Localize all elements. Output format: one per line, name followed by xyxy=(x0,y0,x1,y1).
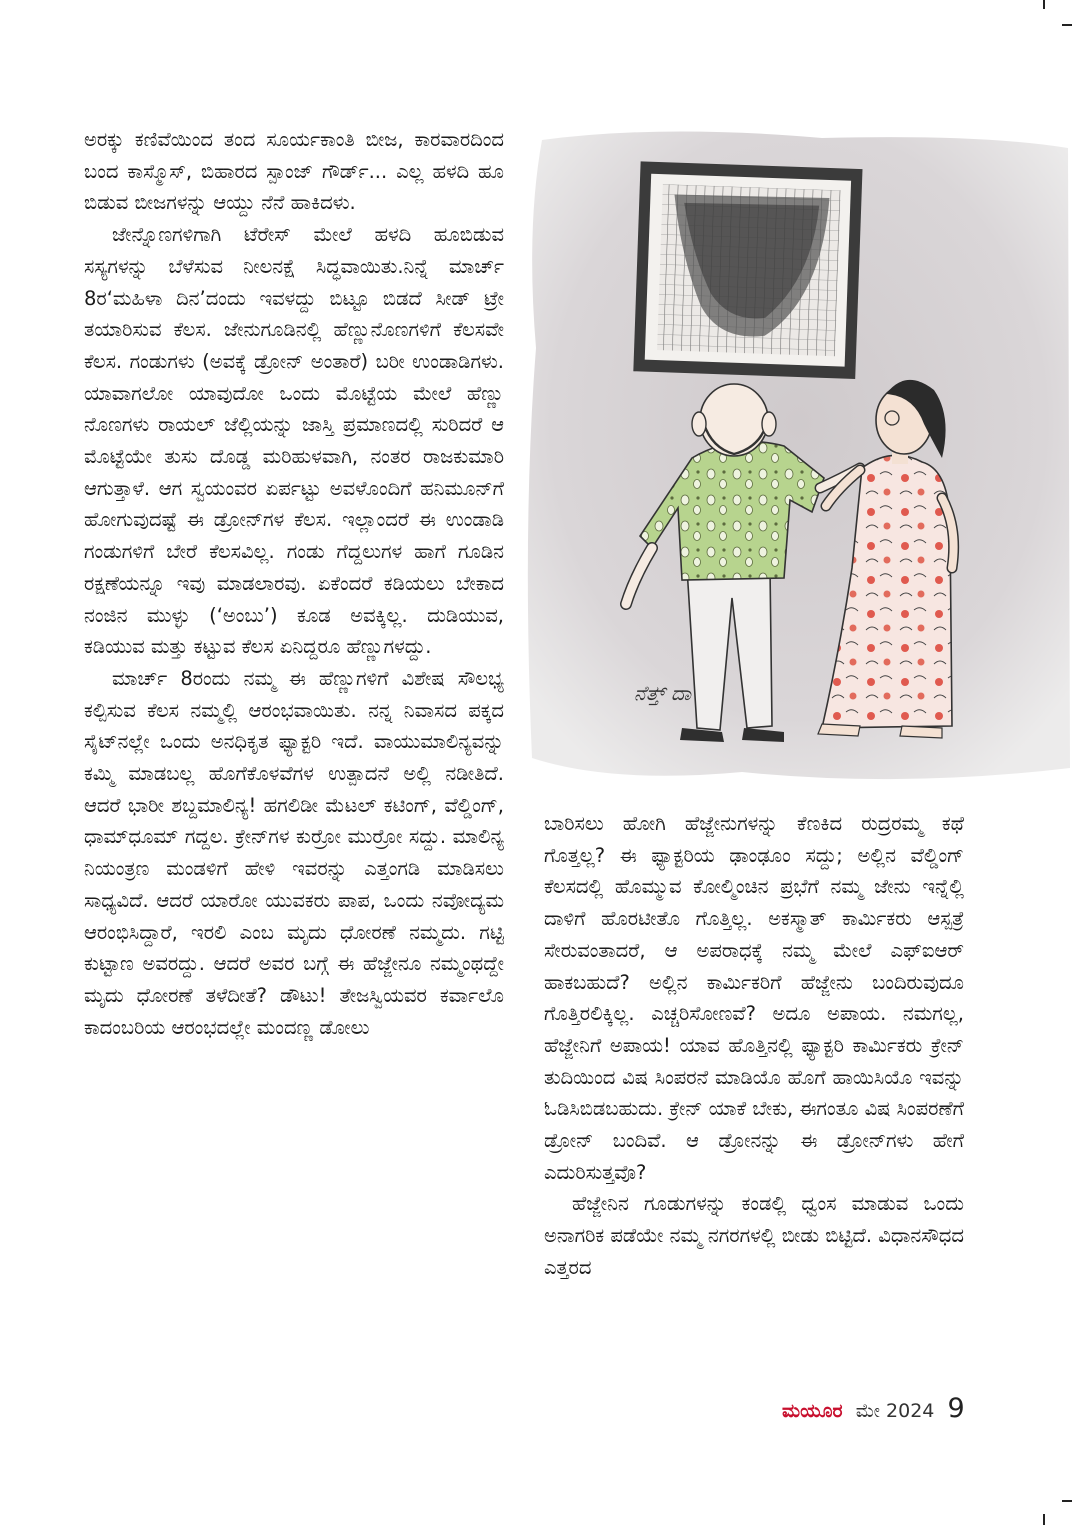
crop-mark-top-right xyxy=(1043,0,1045,9)
cartoon-illustration xyxy=(522,128,1070,780)
body-paragraph: ಹೆಜ್ಜೇನಿನ ಗೂಡುಗಳನ್ನು ಕಂಡಲ್ಲಿ ಧ್ವಂಸ ಮಾಡುವ ಒಂದು ಅನಾಗರಿಕ ಪಡೆಯೇ ನಮ್ಮ ನಗರಗಳಲ್ಲಿ ಬೀಡು ಬಿಟ್ಟಿದೆ. ವಿಧಾನಸೌಧದ ಎತ್ತರದ xyxy=(544,1192,964,1279)
page-footer xyxy=(782,1393,965,1424)
left-text-column xyxy=(84,124,504,1043)
right-text-column xyxy=(544,808,964,1284)
artist-signature: ನೆತ್ತ್ ದಾ xyxy=(634,681,692,705)
crop-mark-bottom-right xyxy=(1043,1514,1045,1525)
magazine-name: ಮಯೂರ xyxy=(782,1400,843,1422)
body-paragraph: ಮಾರ್ಚ್ 8ರಂದು ನಮ್ಮ ಈ ಹೆಣ್ಣುಗಳಿಗೆ ವಿಶೇಷ ಸೌಲಭ್ಯ ಕಲ್ಪಿಸುವ ಕೆಲಸ ನಮ್ಮಲ್ಲಿ ಆರಂಭವಾಯಿತು. ನನ್ನ ನಿವಾಸದ ಪಕ್ಕದ ಸೈಟ್‌ನಲ್ಲೇ ಒಂದು ಅನಧಿಕೃತ ಫ್ಯಾಕ್ಟರಿ ಇದೆ. ವಾಯುಮಾಲಿನ್ಯವನ್ನು ಕಮ್ಮಿ ಮಾಡಬಲ್ಲ ಹೊಗೆಕೊಳವೆಗಳ ಉತ್ಪಾದನೆ ಅಲ್ಲಿ ನಡೀತಿದೆ. ಆದರೆ ಭಾರೀ ಶಬ್ದಮಾಲಿನ್ಯ! ಹಗಲಿಡೀ ಮೆಟಲ್ ಕಟಿಂಗ್, ವೆಲ್ಡಿಂಗ್, ಧಾಮ್‌ಧೂಮ್ ಗದ್ದಲ. ಕ್ರೇನ್‌ಗಳ ಕುರ್‍ರೋ ಮುರ್‍ರೋ ಸದ್ದು. ಮಾಲಿನ್ಯ ನಿಯಂತ್ರಣ ಮಂಡಳಿಗೆ ಹೇಳಿ ಇವರನ್ನು ಎತ್ತಂಗಡಿ ಮಾಡಿಸಲು ಸಾಧ್ಯವಿದೆ. ಆದರೆ ಯಾರೋ ಯುವಕರು ಪಾಪ, ಒಂದು ನವೋದ್ಯಮ ಆರಂಭಿಸಿದ್ದಾರೆ, ಇರಲಿ ಎಂಬ ಮೃದು ಧೋರಣೆ ನಮ್ಮದು. ಗಟ್ಟಿ ಕುಟ್ಟಾಣ ಅವರದ್ದು. ಆದರೆ ಅವರ ಬಗ್ಗೆ ಈ ಹೆಜ್ಜೇನೂ ನಮ್ಮಂಥದ್ದೇ ಮೃದು ಧೋರಣೆ ತಳೆದೀತೆ? ಡೌಟು! ತೇಜಸ್ವಿಯವರ ಕರ್ವಾಲೊ ಕಾದಂಬರಿಯ ಆರಂಭದಲ್ಲೇ ಮಂದಣ್ಣ ಡೋಲು xyxy=(84,666,504,1039)
body-paragraph: ಬಾರಿಸಲು ಹೋಗಿ ಹೆಜ್ಜೇನುಗಳನ್ನು ಕೆಣಕಿದ ರುದ್ರರಮ್ಮ ಕಥೆ ಗೊತ್ತಲ್ಲ? ಈ ಫ್ಯಾಕ್ಟರಿಯ ಢಾಂಢೂಂ ಸದ್ದು; ಅಲ್ಲಿನ ವೆಲ್ಡಿಂಗ್ ಕೆಲಸದಲ್ಲಿ ಹೊಮ್ಮುವ ಕೋಲ್ಮಿಂಚಿನ ಪ್ರಭೆಗೆ ನಮ್ಮ ಜೇನು ಇನ್ನೆಲ್ಲಿ ದಾಳಿಗೆ ಹೊರಟೀತೊ ಗೊತ್ತಿಲ್ಲ. ಅಕಸ್ಮಾತ್ ಕಾರ್ಮಿಕರು ಆಸ್ಪತ್ರೆ ಸೇರುವಂತಾದರೆ, ಆ ಅಪರಾಧಕ್ಕೆ ನಮ್ಮ ಮೇಲೆ ಎಫ್‌ಐಆರ್ ಹಾಕಬಹುದೆ? ಅಲ್ಲಿನ ಕಾರ್ಮಿಕರಿಗೆ ಹೆಜ್ಜೇನು ಬಂದಿರುವುದೂ ಗೊತ್ತಿರಲಿಕ್ಕಿಲ್ಲ. ಎಚ್ಚರಿಸೋಣವೆ? ಅದೂ ಅಪಾಯ. ನಮಗಲ್ಲ, ಹೆಜ್ಜೇನಿಗೆ ಅಪಾಯ! ಯಾವ ಹೊತ್ತಿನಲ್ಲಿ ಫ್ಯಾಕ್ಟರಿ ಕಾರ್ಮಿಕರು ಕ್ರೇನ್ ತುದಿಯಿಂದ ವಿಷ ಸಿಂಪರನೆ ಮಾಡಿಯೊ ಹೊಗೆ ಹಾಯಿಸಿಯೊ ಇವನ್ನು ಓಡಿಸಿಬಿಡಬಹುದು. ಕ್ರೇನ್ ಯಾಕೆ ಬೇಕು, ಈಗಂತೂ ವಿಷ ಸಿಂಪರಣೆಗೆ ಡ್ರೋನ್ ಬಂದಿವೆ. ಆ ಡ್ರೋನನ್ನು ಈ ಡ್ರೋನ್‌ಗಳು ಹೇಗೆ ಎದುರಿಸುತ್ತವೊ? xyxy=(544,812,964,1184)
hive-frame xyxy=(633,161,862,379)
crop-mark-right-top xyxy=(1062,24,1072,26)
crop-mark-right-bottom xyxy=(1062,1500,1072,1502)
body-paragraph: ಅರಕ್ಕು ಕಣಿವೆಯಿಂದ ತಂದ ಸೂರ್ಯಕಾಂತಿ ಬೀಜ, ಕಾರವಾರದಿಂದ ಬಂದ ಕಾಸ್ಮೊಸ್, ಬಿಹಾರದ ಸ್ಪಾಂಜ್ ಗೌರ್ಡ್... ಎಲ್ಲ ಹಳದಿ ಹೂ ಬಿಡುವ ಬೀಜಗಳನ್ನು ಆಯ್ದು ನೆನೆ ಹಾಕಿದಳು. xyxy=(84,128,504,215)
body-paragraph: ಜೇನ್ನೊಣಗಳಿಗಾಗಿ ಟೆರೇಸ್ ಮೇಲೆ ಹಳದಿ ಹೂಬಿಡುವ ಸಸ್ಯಗಳನ್ನು ಬೆಳೆಸುವ ನೀಲನಕ್ಷೆ ಸಿದ್ಧವಾಯಿತು.ನಿನ್ನೆ ಮಾರ್ಚ್ 8ರ‘ಮಹಿಳಾ ದಿನ’ದಂದು ಇವಳದ್ದು ಬಿಟ್ಟೂ ಬಿಡದೆ ಸೀಡ್ ಟ್ರೇ ತಯಾರಿಸುವ ಕೆಲಸ. ಜೇನುಗೂಡಿನಲ್ಲಿ ಹೆಣ್ಣುನೊಣಗಳಿಗೆ ಕೆಲಸವೇ ಕೆಲಸ. ಗಂಡುಗಳು (ಅವಕ್ಕೆ ಡ್ರೋನ್ ಅಂತಾರೆ) ಬರೀ ಉಂಡಾಡಿಗಳು. ಯಾವಾಗಲೋ ಯಾವುದೋ ಒಂದು ಮೊಟ್ಟೆಯ ಮೇಲೆ ಹೆಣ್ಣು ನೊಣಗಳು ರಾಯಲ್ ಜೆಲ್ಲಿಯನ್ನು ಜಾಸ್ತಿ ಪ್ರಮಾಣದಲ್ಲಿ ಸುರಿದರೆ ಆ ಮೊಟ್ಟೆಯೇ ತುಸು ದೊಡ್ಡ ಮರಿಹುಳವಾಗಿ, ನಂತರ ರಾಜಕುಮಾರಿ ಆಗುತ್ತಾಳೆ. ಆಗ ಸ್ವಯಂವರ ಏರ್ಪಟ್ಟು ಅವಳೊಂದಿಗೆ ಹನಿಮೂನ್‌ಗೆ ಹೋಗುವುದಷ್ಟೆ ಈ ಡ್ರೋನ್‌ಗಳ ಕೆಲಸ. ಇಲ್ಲಾಂದರೆ ಈ ಉಂಡಾಡಿ ಗಂಡುಗಳಿಗೆ ಬೇರೆ ಕೆಲಸವಿಲ್ಲ. ಗಂಡು ಗೆದ್ದಲುಗಳ ಹಾಗೆ ಗೂಡಿನ ರಕ್ಷಣೆಯನ್ನೂ ಇವು ಮಾಡಲಾರವು. ಏಕೆಂದರೆ ಕಡಿಯಲು ಬೇಕಾದ ನಂಜಿನ ಮುಳ್ಳು (‘ಅಂಬು’) ಕೂಡ ಅವಕ್ಕಿಲ್ಲ. ದುಡಿಯುವ, ಕಡಿಯುವ ಮತ್ತು ಕಟ್ಟುವ ಕೆಲಸ ಏನಿದ್ದರೂ ಹೆಣ್ಣುಗಳದ್ದು. xyxy=(84,223,504,659)
issue-date: ಮೇ 2024 xyxy=(855,1400,935,1422)
page-number: 9 xyxy=(947,1393,965,1424)
